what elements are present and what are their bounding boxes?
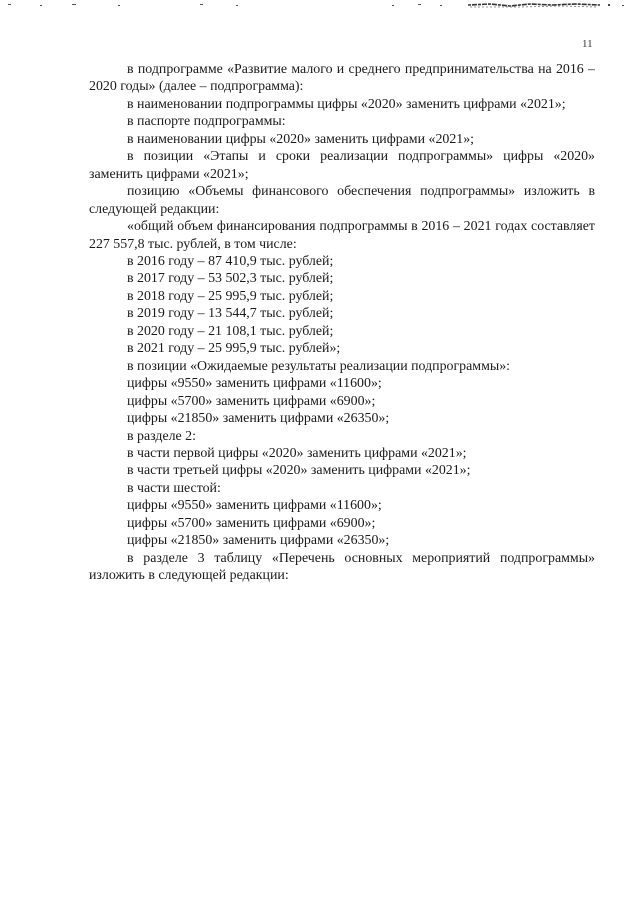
paragraph-passport-name: в наименовании цифры «2020» заменить цифрами «2021»; — [127, 131, 475, 147]
funding-year-2017: в 2017 году – 53 502,3 тыс. рублей; — [127, 271, 334, 287]
replacement-21850: цифры «21850» заменить цифрами «26350»; — [127, 411, 390, 427]
paragraph-section-2: в разделе 2: — [127, 428, 196, 444]
section-2-part-3: в части третьей цифры «2020» заменить цифрами «2021»; — [127, 463, 471, 479]
replacement-5700-part-6: цифры «5700» заменить цифрами «6900»; — [127, 515, 376, 531]
paragraph-funding-position: позицию «Объемы финансового обеспечения подпрограммы» изложить в следующей редакции: — [89, 184, 595, 217]
section-2-part-6: в части шестой: — [127, 480, 221, 496]
funding-year-2018: в 2018 году – 25 995,9 тыс. рублей; — [127, 288, 334, 304]
paragraph-section-3: в разделе 3 таблицу «Перечень основных мероприятий подпрограммы» изложить в следующей редакции: — [89, 550, 595, 584]
document-body — [89, 61, 595, 585]
replacement-9550: цифры «9550» заменить цифрами «11600»; — [127, 376, 382, 392]
replacement-5700: цифры «5700» заменить цифрами «6900»; — [127, 393, 376, 409]
replacement-9550-part-6: цифры «9550» заменить цифрами «11600»; — [127, 498, 382, 514]
paragraph-total-funding: «общий объем финансирования подпрограммы в 2016 – 2021 годах составляет 227 557,8 тыс. рублей, в том числе: — [89, 219, 595, 252]
scan-edge-artifact — [0, 0, 640, 14]
funding-year-2021: в 2021 году – 25 995,9 тыс. рублей»; — [127, 341, 341, 357]
paragraph-expected-results: в позиции «Ожидаемые результаты реализации подпрограммы»: — [127, 358, 510, 374]
paragraph-subprogram-name: в наименовании подпрограммы цифры «2020» заменить цифрами «2021»; — [127, 96, 566, 112]
replacement-21850-part-6: цифры «21850» заменить цифрами «26350»; — [127, 533, 390, 549]
page-number: 11 — [582, 38, 593, 50]
funding-year-2016: в 2016 году – 87 410,9 тыс. рублей; — [127, 253, 334, 269]
funding-year-2020: в 2020 году – 21 108,1 тыс. рублей; — [127, 323, 334, 339]
section-2-part-1: в части первой цифры «2020» заменить цифрами «2021»; — [127, 445, 467, 461]
paragraph-subprogram-intro: в подпрограмме «Развитие малого и среднего предпринимательства на 2016 – 2020 годы» (далее – подпрограмма): — [89, 62, 595, 95]
funding-year-2019: в 2019 году – 13 544,7 тыс. рублей; — [127, 306, 334, 322]
paragraph-stages: в позиции «Этапы и сроки реализации подпрограммы» цифры «2020» заменить цифрами «2021»; — [89, 149, 595, 182]
paragraph-passport: в паспорте подпрограммы: — [127, 114, 286, 130]
